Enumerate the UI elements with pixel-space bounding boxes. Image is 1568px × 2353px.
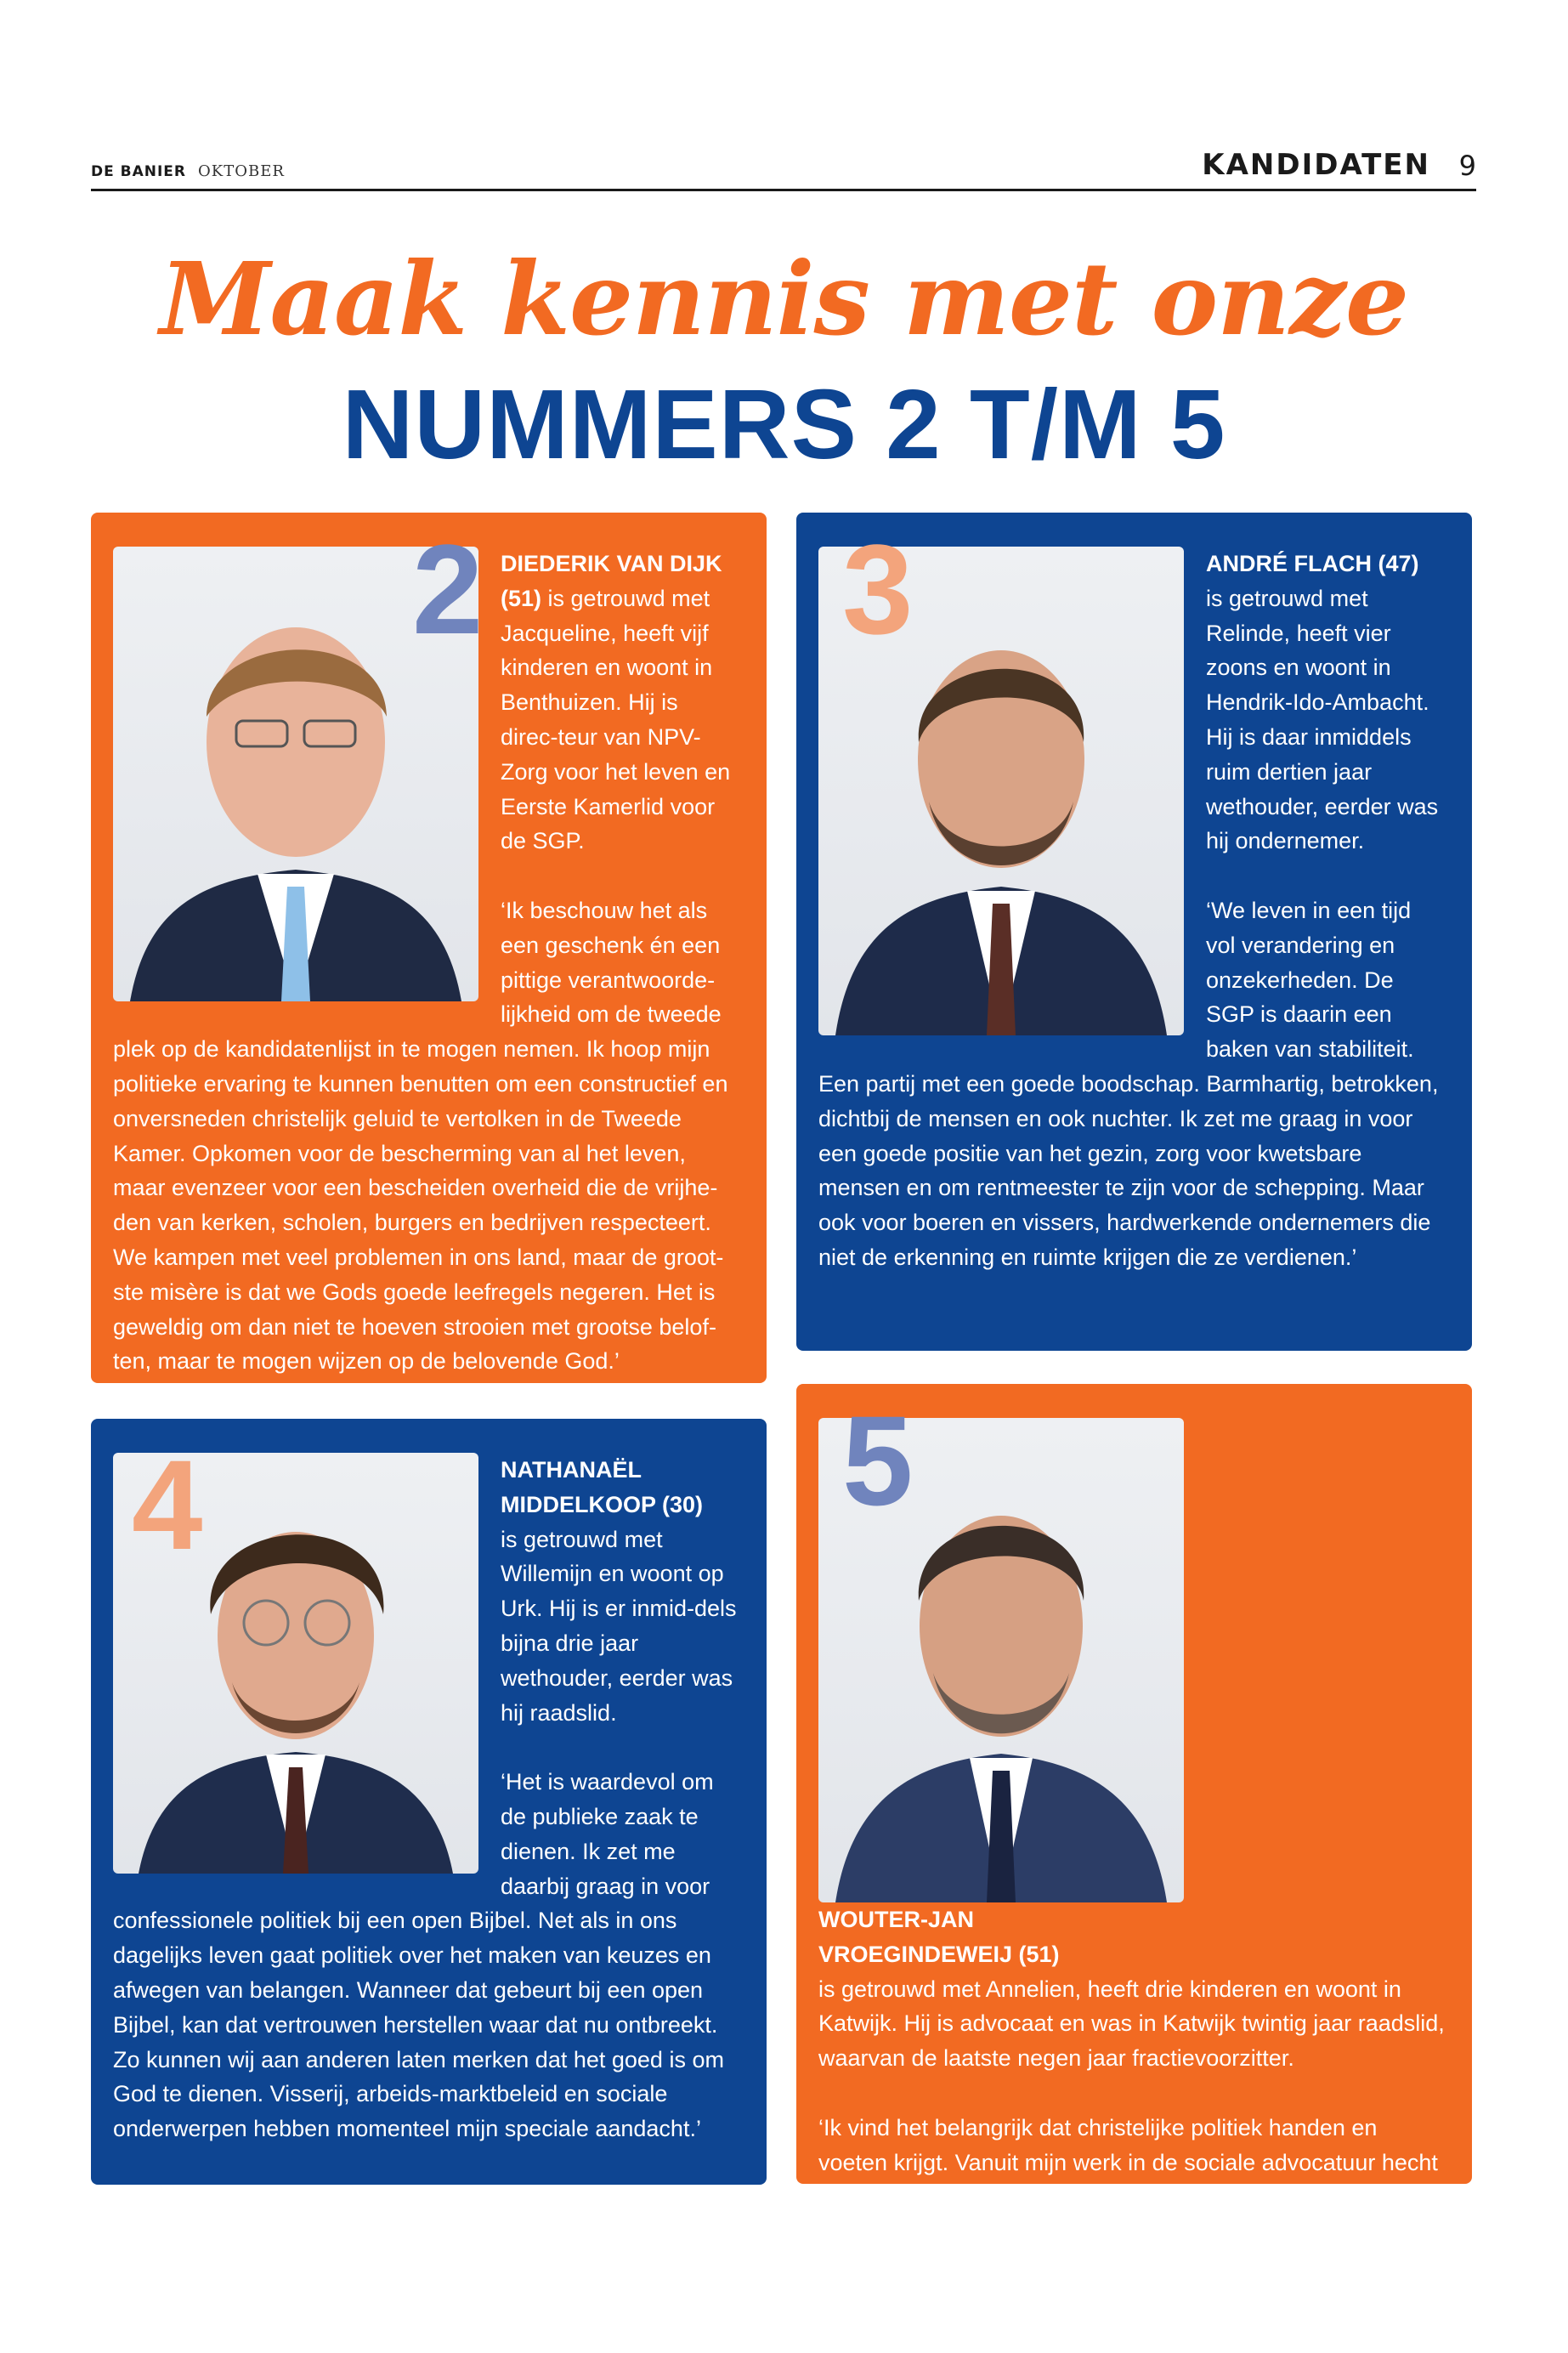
candidate-bio-5: is getrouwd met Annelien, heeft drie kinderen en woont in Katwijk. Hij is advocaat en was in Katwijk twintig jaar raadslid, waarvan de laatste negen jaar fractievoorzitter. bbox=[818, 1976, 1445, 2072]
candidate-card-4 bbox=[91, 1419, 767, 2185]
page-number: 9 bbox=[1458, 150, 1476, 182]
candidate-name-4: NATHANAËL MIDDELKOOP (30) bbox=[501, 1457, 704, 1517]
candidate-bio-2: is getrouwd met Jacqueline, heeft vijf kinderen en woont in Benthuizen. Hij is direc-teur van NPV-Zorg voor het leven en Eerste Kamerlid voor de SGP. bbox=[501, 585, 731, 854]
candidate-card-2 bbox=[91, 513, 767, 1383]
candidate-number-5: 5 bbox=[842, 1389, 914, 1532]
headline-script: Maak kennis met onze bbox=[159, 240, 1409, 358]
candidate-name-3: ANDRÉ FLACH (47) bbox=[1206, 551, 1419, 576]
candidate-card-3 bbox=[796, 513, 1472, 1351]
candidate-number-3: 3 bbox=[842, 518, 914, 661]
section-title: KANDIDATEN bbox=[1202, 148, 1430, 182]
headline-main: NUMMERS 2 T/M 5 bbox=[342, 369, 1226, 479]
candidate-number-2: 2 bbox=[412, 518, 484, 661]
candidate-number-4: 4 bbox=[132, 1433, 203, 1576]
candidate-quote-3: ‘We leven in een tijd vol verandering en onzekerheden. De SGP is daarin een baken van stabiliteit. Een partij met een goede boodschap. Barmhartig, betrokken, dichtbij de mensen en ook nuchter. Ik zet me graag in voor een goede positie van het gezin, zorg voor kwetsbare mensen en om rentmeester te zijn voor de schepping. Maar ook voor boeren en vissers, hardwerkende ondernemers die niet de erkenning en ruimte krijgen die ze verdienen.’ bbox=[818, 897, 1439, 1270]
issue-month: OKTOBER bbox=[198, 162, 285, 180]
candidate-bio-3: is getrouwd met Relinde, heeft vier zoons en woont in Hendrik-Ido-Ambacht. Hij is daar inmiddels ruim dertien jaar wethouder, eerder was hij ondernemer. bbox=[1206, 585, 1439, 854]
candidate-quote-5: ‘Ik vind het belangrijk dat christelijke politiek handen en voeten krijgt. Vanuit mijn werk in de sociale advocatuur hecht ik aan het bewaren van de rechtsstaat en heb ik speciaal oog voor mensen die financieel in de knel komen. Het is van belang dat kwetsbare groepen in de samenleving niet vermalen worden bij de uitvoering van een wet, maar goede rechtsbescherming krijgen.’ bbox=[818, 2114, 1441, 2349]
page-header bbox=[91, 145, 1476, 191]
candidate-quote-4: ‘Het is waardevol om de publieke zaak te dienen. Ik zet me daarbij graag in voor confessionele politiek bij een open Bijbel. Net als in ons dagelijks leven gaat politiek over het maken van keuzes en afwegen van belangen. Wanneer dat gebeurt bij een open Bijbel, kan dat vertrouwen herstellen waar dat nu ontbreekt. Zo kunnen wij aan anderen laten merken dat het goed is om God te dienen. Visserij, arbeids-marktbeleid en sociale onderwerpen hebben momenteel mijn speciale aandacht.’ bbox=[113, 1769, 724, 2142]
candidate-bio-4: is getrouwd met Willemijn en woont op Urk. Hij is er inmid-dels bijna drie jaar wethouder, eerder was hij raadslid. bbox=[501, 1526, 737, 1726]
publication-name: DE BANIER bbox=[91, 163, 187, 180]
candidate-name-2: DIEDERIK VAN DIJK (51) bbox=[501, 551, 722, 611]
candidate-quote-2: ‘Ik beschouw het als een geschenk én een pittige verantwoorde-lijkheid om de tweede plek op de kandidatenlijst in te mogen nemen. Ik hoop mijn politieke ervaring te kunnen benutten om een constructief en onversneden christelijk geluid te vertolken in de Tweede Kamer. Opkomen voor de bescherming van al het leven, maar evenzeer voor een bescheiden overheid die de vrijhe-den van kerken, scholen, burgers en bedrijven respecteert. We kampen met veel problemen in ons land, maar de groot-ste misère is dat we Gods goede leefregels negeren. Het is geweldig om dan niet te hoeven strooien met grootse belof-ten, maar te mogen wijzen op de belovende God.’ bbox=[113, 897, 728, 1375]
candidate-name-5: WOUTER-JAN VROEGINDEWEIJ (51) bbox=[818, 1907, 1060, 1967]
candidate-card-5 bbox=[796, 1384, 1472, 2349]
